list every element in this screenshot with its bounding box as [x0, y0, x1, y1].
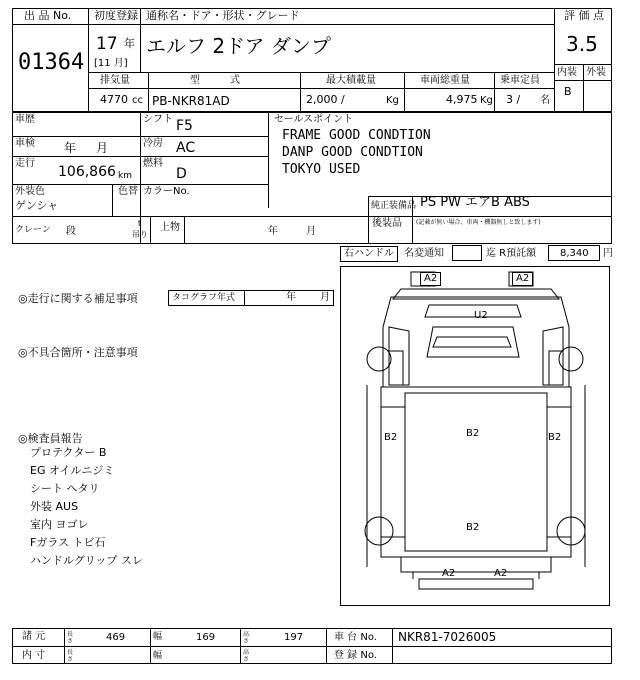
capacity-unit: 名: [540, 95, 550, 106]
ext-color: ゲンシャ: [15, 199, 59, 212]
tachograph-label: タコグラフ年式: [172, 293, 236, 303]
recycle-unit: 円: [603, 248, 613, 259]
shift-label: シフト: [143, 114, 173, 125]
exterior-label: 外装: [586, 67, 606, 78]
inspector-line: 室内 ヨゴレ: [30, 518, 89, 531]
capacity-label: 乗車定員: [500, 75, 540, 86]
name-change-box: [452, 245, 482, 261]
damage-mark: A2: [494, 568, 508, 579]
displacement-unit: cc: [132, 95, 143, 106]
inspector-line: ハンドルグリップ スレ: [30, 554, 143, 567]
inspection-month: 月: [96, 141, 109, 155]
inspector-title: ◎検査員報告: [18, 432, 83, 445]
damage-mark: B2: [384, 432, 398, 443]
displacement-label: 排気量: [100, 75, 130, 86]
damage-mark: B2: [466, 428, 480, 439]
inspector-line: シート ヘタリ: [30, 482, 100, 495]
lot-no: 01364: [18, 50, 85, 75]
max-load-unit: Kg: [386, 95, 399, 106]
divider: [112, 184, 113, 216]
mileage-label: 走行: [15, 158, 35, 169]
displacement: 4770: [100, 93, 128, 106]
width: 169: [196, 632, 216, 643]
name-label: 通称名・ドア・形状・グレード: [146, 9, 300, 22]
reg-no-label: 登 録 No.: [334, 650, 377, 661]
width-label: 幅: [153, 632, 163, 642]
divider: [12, 156, 268, 157]
length: 469: [106, 632, 126, 643]
ac: AC: [176, 140, 196, 156]
color-code-label: カラーNo.: [143, 186, 190, 197]
divider: [140, 8, 141, 72]
steering: 右ハンドル: [344, 248, 394, 259]
loader-label: 上物: [160, 222, 180, 233]
crane-label: クレーン: [15, 225, 51, 235]
chassis-no: NKR81-7026005: [398, 630, 497, 644]
inspector-line: EG オイルニジミ: [30, 464, 115, 477]
divider: [88, 24, 554, 25]
fuel-label: 燃料: [143, 158, 163, 169]
dims-label: 諸 元: [22, 631, 46, 642]
divider: [368, 216, 612, 217]
mileage-unit: km: [118, 171, 132, 181]
divider: [368, 196, 369, 244]
color-no-label: 色替: [118, 186, 138, 197]
inspector-line: 外装 AUS: [30, 500, 79, 513]
divider: [326, 628, 327, 664]
gross-weight-unit: Kg: [480, 95, 493, 106]
chassis-label: 車 台 No.: [334, 632, 377, 643]
divider: [64, 628, 65, 664]
crane-hang: 吊り: [132, 230, 148, 239]
sales-points-label: セールスポイント: [274, 114, 354, 125]
divider: [88, 72, 554, 73]
divider: [554, 8, 555, 112]
vehicle-name: エルフ 2ドア ダンプ: [146, 34, 332, 58]
damage-mark: A2: [442, 568, 456, 579]
divider: [240, 628, 241, 664]
supplement-title: ◎走行に関する補足事項: [18, 292, 138, 305]
divider: [148, 72, 149, 112]
divider: [12, 136, 268, 137]
ext-color-label: 外装色: [15, 186, 45, 197]
rating-label: 評 価 点: [564, 9, 604, 22]
divider: [300, 72, 301, 112]
max-load-label: 最大積載量: [326, 75, 376, 86]
loader-month: 月: [306, 226, 316, 237]
interior-grade: B: [564, 85, 572, 98]
recycle-fee: 8,340: [560, 248, 589, 259]
lot-no-label: 出 品 No.: [24, 9, 72, 22]
first-reg-year: 17: [96, 34, 118, 54]
name-change-label: 名変通知: [404, 248, 444, 259]
inner-label: 内 寸: [22, 650, 46, 661]
model: PB-NKR81AD: [152, 94, 230, 108]
mileage: 106,866: [58, 164, 116, 180]
divider: [494, 72, 495, 112]
max-load: 2,000 /: [306, 93, 345, 106]
tachograph-year: 年: [286, 292, 296, 303]
ac-label: 冷房: [143, 138, 163, 149]
crane-ton: t: [138, 219, 142, 228]
loader-year: 年: [268, 226, 278, 237]
length-label: 長さ: [67, 631, 74, 645]
inspection-year: 年: [64, 141, 77, 155]
damage-mark: U2: [474, 310, 488, 321]
divider: [88, 88, 554, 89]
shift: F5: [176, 118, 193, 134]
inspector-line: Fガラス トビ石: [30, 536, 106, 549]
sales-point-line: TOKYO USED: [282, 162, 361, 177]
first-reg-month: [11 月]: [94, 58, 128, 69]
divider: [12, 184, 268, 185]
divider: [404, 72, 405, 112]
damage-mark: B2: [548, 432, 562, 443]
divider: [184, 216, 185, 244]
year-unit: 年: [124, 37, 135, 50]
damage-mark: A2: [512, 272, 533, 286]
aftermarket-label: 後装品: [372, 218, 402, 229]
mileage-kind: 迄 R預託額: [486, 248, 537, 259]
model-label: 型 式: [190, 75, 240, 86]
gross-weight-label: 車両総重量: [420, 75, 470, 86]
divider: [12, 646, 612, 647]
inner-length-label: 長さ: [67, 649, 74, 663]
sales-point-line: DANP GOOD CONDTION: [282, 145, 423, 160]
gross-weight: 4,975: [446, 93, 478, 106]
fuel: D: [176, 166, 187, 182]
history-label: 車歴: [15, 114, 35, 125]
equipment: PS PW エアB ABS: [420, 195, 530, 210]
divider: [244, 290, 245, 306]
inner-width-label: 幅: [153, 651, 163, 661]
inspection-label: 車検: [15, 138, 35, 149]
rating: 3.5: [566, 32, 598, 56]
divider: [268, 112, 269, 208]
divider: [392, 628, 393, 664]
damage-mark: B2: [466, 522, 480, 533]
divider: [150, 628, 151, 664]
height-label: 高さ: [243, 631, 250, 645]
tachograph-month: 月: [320, 292, 330, 303]
first-reg-label: 初度登録: [94, 9, 138, 22]
height: 197: [284, 632, 304, 643]
divider: [554, 80, 612, 81]
inspector-line: プロテクター B: [30, 446, 107, 459]
divider: [12, 216, 368, 217]
divider: [12, 24, 88, 25]
crane-stage: 段: [66, 226, 76, 237]
defects-title: ◎不具合箇所・注意事項: [18, 346, 138, 359]
damage-mark: A2: [420, 272, 441, 286]
equipment-label: 純正装備品: [371, 201, 417, 211]
inner-height-label: 高さ: [243, 649, 250, 663]
capacity: 3 /: [506, 93, 521, 106]
divider: [583, 64, 584, 112]
aftermarket-note: (記載が無い場合、車両・機器無しと致します): [416, 219, 541, 226]
sales-point-line: FRAME GOOD CONDTION: [282, 128, 431, 143]
interior-label: 内装: [557, 67, 577, 78]
divider: [150, 216, 151, 244]
